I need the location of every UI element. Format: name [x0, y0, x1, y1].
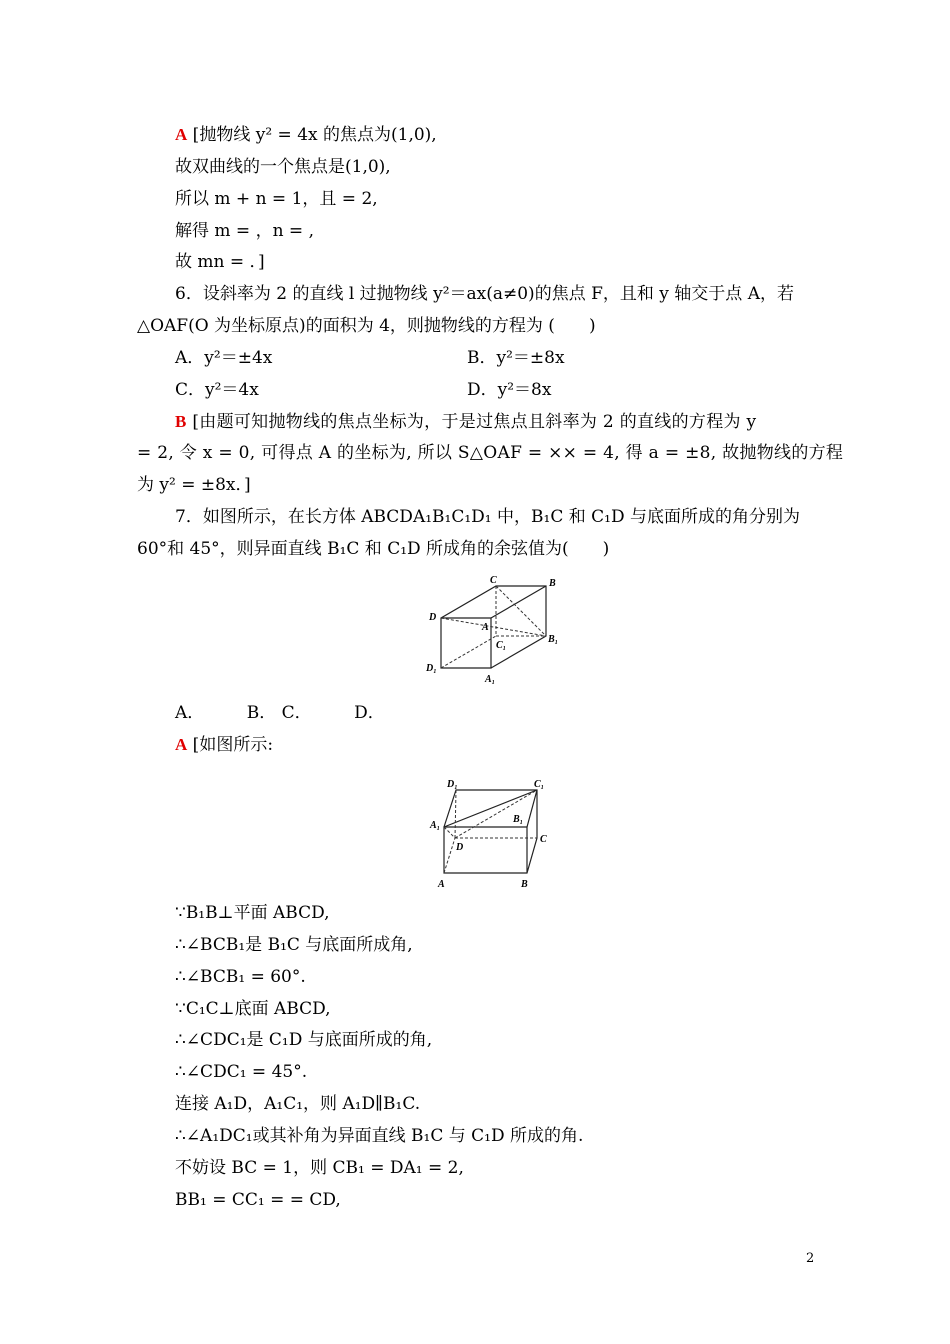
text-line-s6a: [175, 411, 756, 433]
page-number: 2: [806, 1251, 815, 1266]
text-line-l5: 故 mn = ．]: [175, 252, 265, 272]
answer-letter: A: [175, 735, 188, 754]
text-line-p4: ∵C₁C⊥底面 ABCD,: [175, 999, 331, 1019]
text-line-l4: 解得 m = ，n = ,: [175, 221, 314, 241]
figure-cuboid-2: [425, 772, 560, 892]
label-c: C: [540, 834, 547, 845]
text-line-q7b: 60°和 45°，则异面直线 B₁C 和 C₁D 所成角的余弦值为( ): [137, 539, 610, 559]
label-d: D: [429, 612, 437, 623]
text-line-p1: ∵B₁B⊥平面 ABCD,: [175, 903, 330, 923]
text-line-l1: [175, 124, 437, 146]
label-a: A: [438, 879, 445, 890]
label-d: D: [456, 842, 464, 853]
text-line-s6c: 为 y² = ±8x．]: [137, 475, 251, 495]
text-line-p5: ∴∠CDC₁是 C₁D 与底面所成的角,: [175, 1030, 433, 1050]
text-line-s6b: = 2, 令 x = 0, 可得点 A 的坐标为, 所以 S△OAF = ×× = 4, 得 a = ±8, 故抛物线的方程: [137, 443, 844, 463]
label-b1: B₁: [513, 814, 524, 825]
label-a: A: [482, 622, 489, 633]
text-line-p3: ∴∠BCB₁ = 60°.: [175, 967, 306, 987]
figure-cuboid-1: [420, 570, 570, 690]
label-d1: D₁: [447, 779, 458, 790]
label-c1: C₁: [496, 640, 507, 651]
text-line-l2: 故双曲线的一个焦点是(1,0),: [175, 157, 391, 177]
text-line-q7a: 7．如图所示，在长方体 ABCDA₁B₁C₁D₁ 中，B₁C 和 C₁D 与底面所成的角分别为: [175, 507, 800, 527]
label-c: C: [490, 575, 497, 586]
text-line-q6b: △OAF(O 为坐标原点)的面积为 4，则抛物线的方程为 ( ): [137, 316, 596, 336]
line-text: [由题可知抛物线的焦点坐标为，于是过焦点且斜率为 2 的直线的方程为 y: [186, 412, 757, 432]
text-line-q6B: B．y²＝±8x: [467, 348, 565, 368]
text-line-q6D: D．y²＝8x: [467, 380, 552, 400]
line-text: [如图所示:: [187, 735, 274, 755]
answer-letter: B: [175, 412, 187, 431]
label-a1: A₁: [485, 674, 496, 685]
label-b: B: [549, 578, 556, 589]
label-c1: C₁: [534, 779, 545, 790]
label-b: B: [521, 879, 528, 890]
text-line-q6a: 6．设斜率为 2 的直线 l 过抛物线 y²＝ax(a≠0)的焦点 F，且和 y 轴交于点 A，若: [175, 284, 794, 304]
label-a1: A₁: [430, 820, 441, 831]
text-line-p6: ∴∠CDC₁ = 45°.: [175, 1062, 308, 1082]
text-line-q7opts: A． B． C． D．: [175, 703, 385, 723]
text-line-p2: ∴∠BCB₁是 B₁C 与底面所成角,: [175, 935, 413, 955]
text-line-q6A: A．y²＝±4x: [175, 348, 273, 368]
answer-letter: A: [175, 125, 188, 144]
label-d1: D₁: [426, 663, 437, 674]
label-b1: B₁: [548, 634, 559, 645]
text-line-p9: 不妨设 BC = 1，则 CB₁ = DA₁ = 2,: [175, 1158, 464, 1178]
line-text: [抛物线 y² = 4x 的焦点为(1,0),: [187, 125, 437, 145]
text-line-l3: 所以 m + n = 1，且 = 2,: [175, 189, 378, 209]
text-line-p8: ∴∠A₁DC₁或其补角为异面直线 B₁C 与 C₁D 所成的角.: [175, 1126, 584, 1146]
text-line-p10: BB₁ = CC₁ = = CD,: [175, 1190, 341, 1210]
text-line-p7: 连接 A₁D，A₁C₁，则 A₁D∥B₁C.: [175, 1094, 421, 1114]
text-line-q6C: C．y²＝4x: [175, 380, 259, 400]
text-line-s7: [175, 734, 273, 756]
